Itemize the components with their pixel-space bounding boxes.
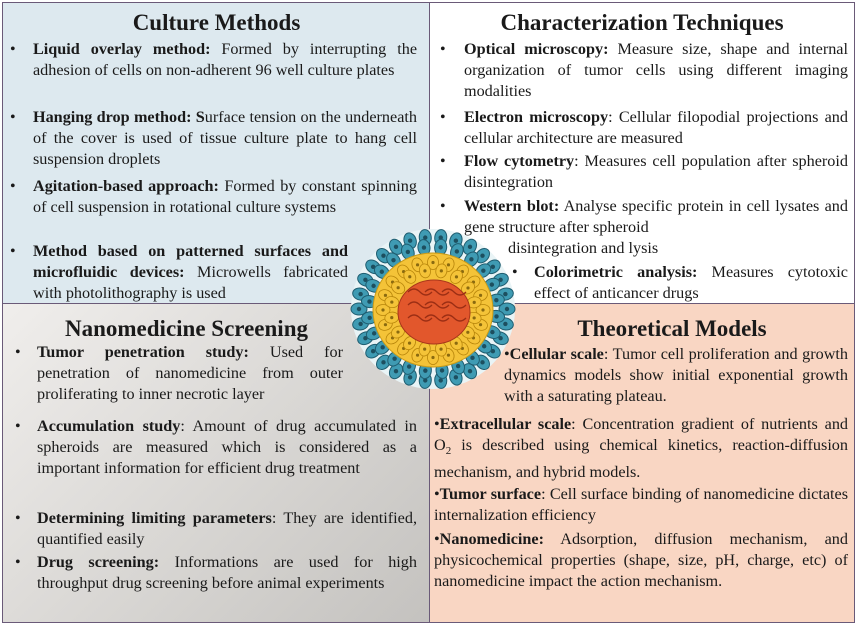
spheroid-cell-nucleus bbox=[447, 263, 450, 266]
spheroid-cell-nucleus bbox=[455, 249, 459, 253]
spheroid-cell-nucleus bbox=[491, 265, 495, 269]
spheroid-cell-nucleus bbox=[454, 239, 458, 243]
spheroid-cell-nucleus bbox=[358, 322, 362, 326]
item-text: Adsorption, diffusion mechanism, and physicochemical properties (shape, size, pH, charge, etc) of nanomedicine impact the action mechanism. bbox=[434, 530, 848, 590]
theory-item-cellular-scale bbox=[504, 344, 848, 407]
spheroid-cell-nucleus bbox=[454, 375, 458, 379]
spheroid-cell-nucleus bbox=[367, 316, 371, 320]
item-text: is described using chemical kinetics, reaction-diffusion mechanism, and hybrid models. bbox=[434, 436, 848, 482]
item-label: Flow cytometry bbox=[464, 152, 575, 170]
item-label: Western blot: bbox=[464, 197, 560, 215]
spheroid-cell-nucleus bbox=[380, 345, 384, 349]
spheroid-cell-nucleus bbox=[391, 258, 395, 262]
spheroid-cell-nucleus bbox=[416, 354, 419, 357]
item-text: Informations are used for high throughput drug screening before animal experiments bbox=[37, 553, 417, 592]
nanomedicine-item-penetration bbox=[37, 342, 343, 405]
spheroid-cell-nucleus bbox=[423, 368, 427, 372]
spheroid-cell-nucleus bbox=[481, 268, 485, 272]
characterization-item-western-blot-cont bbox=[508, 238, 838, 259]
item-text: Measures cytotoxic effect of anticancer drugs bbox=[534, 263, 848, 302]
bullet-icon: • bbox=[434, 415, 440, 433]
nanomedicine-item-drug-screening bbox=[37, 552, 417, 594]
bullet-icon: • bbox=[10, 109, 16, 126]
spheroid-cell-nucleus bbox=[371, 284, 375, 288]
spheroid-cell-nucleus bbox=[481, 308, 484, 311]
item-label: Tumor surface bbox=[439, 485, 542, 503]
spheroid-cell-nucleus bbox=[473, 301, 476, 304]
item-text: : Cell surface binding of nanomedicine dictates internalization efficiency bbox=[434, 485, 849, 524]
spheroid-cell-nucleus bbox=[408, 239, 412, 243]
spheroid-cell-nucleus bbox=[503, 292, 507, 296]
bullet-icon: • bbox=[10, 243, 16, 260]
spheroid-cell-nucleus bbox=[380, 270, 384, 274]
characterization-item-flow-cytometry bbox=[464, 151, 848, 193]
item-label: Liquid overlay method: bbox=[33, 40, 211, 58]
spheroid-cell-nucleus bbox=[408, 375, 412, 379]
spheroid-cell-nucleus bbox=[372, 331, 376, 335]
bullet-icon: • bbox=[15, 554, 21, 571]
nanomedicine-item-limiting-parameters bbox=[37, 508, 417, 550]
characterization-item-western-blot bbox=[464, 196, 848, 238]
characterization-item-colorimetric bbox=[534, 262, 848, 304]
spheroid-cell-nucleus bbox=[416, 263, 419, 266]
bullet-icon: • bbox=[512, 264, 518, 281]
bullet-icon: • bbox=[15, 418, 21, 435]
culture-item-agitation bbox=[33, 176, 417, 218]
item-text: Analyse specific protein in cell lysates and gene structure after spheroid bbox=[464, 197, 848, 236]
theory-item-nanomedicine bbox=[434, 529, 848, 592]
spheroid-cell-nucleus bbox=[456, 364, 460, 368]
item-text: urface tension on the underneath of the cover is used of tissue culture plate to hang cell suspension droplets bbox=[33, 108, 417, 168]
item-label: Drug screening: bbox=[37, 553, 160, 571]
culture-methods-title: Culture Methods bbox=[132, 10, 301, 35]
spheroid-cell-nucleus bbox=[390, 316, 393, 319]
spheroid-cell-nucleus bbox=[381, 308, 384, 311]
spheroid-cell-nucleus bbox=[469, 257, 473, 261]
spheroid-cell-nucleus bbox=[357, 307, 361, 311]
spheroid-cell-nucleus bbox=[455, 342, 458, 345]
spheroid-cell-nucleus bbox=[479, 323, 482, 326]
item-label: Accumulation study bbox=[37, 417, 181, 435]
spheroid-cell-nucleus bbox=[431, 261, 434, 264]
bullet-icon: • bbox=[440, 153, 446, 170]
spheroid-cell-nucleus bbox=[494, 298, 498, 302]
spheroid-cell-nucleus bbox=[367, 299, 371, 303]
spheroid-cell-nucleus bbox=[394, 369, 398, 373]
theory-item-extracellular-scale bbox=[434, 414, 848, 483]
bullet-icon: • bbox=[15, 344, 21, 361]
spheroid-cell-nucleus bbox=[480, 253, 484, 257]
item-label: Hanging drop method: S bbox=[33, 108, 205, 126]
bullet-icon: • bbox=[10, 41, 16, 58]
item-text: : Concentration gradient of nutrients and O bbox=[434, 415, 849, 454]
item-text: Formed by interrupting the adhesion of cells on non-adherent 96 well culture plates bbox=[33, 40, 417, 79]
spheroid-cell-nucleus bbox=[490, 282, 494, 286]
item-label: Colorimetric analysis: bbox=[534, 263, 698, 281]
item-subscript: 2 bbox=[445, 445, 452, 458]
spheroid-cell-nucleus bbox=[438, 245, 442, 249]
nanomedicine-title: Nanomedicine Screening bbox=[65, 316, 308, 341]
tumor-spheroid-icon bbox=[348, 224, 518, 394]
spheroid-cell-nucleus bbox=[358, 292, 362, 296]
spheroid-cell-nucleus bbox=[423, 348, 426, 351]
item-label: Extracellular scale bbox=[439, 415, 572, 433]
nanomedicine-item-accumulation bbox=[37, 416, 417, 479]
spheroid-cell-nucleus bbox=[490, 330, 494, 334]
item-label: Method based on patterned surfaces and microfluidic devices: bbox=[33, 242, 348, 281]
item-text: Formed by constant spinning of cell suspension in rotational culture systems bbox=[33, 177, 417, 216]
spheroid-cell-nucleus bbox=[407, 364, 411, 368]
item-text: : Measures cell population after spheroid disintegration bbox=[464, 152, 848, 191]
item-label: Tumor penetration study: bbox=[37, 343, 249, 361]
spheroid-cell-nucleus bbox=[431, 356, 434, 359]
item-text: : Cellular filopodial projections and cellular architecture are measured bbox=[464, 108, 848, 147]
spheroid-cell-nucleus bbox=[468, 245, 472, 249]
spheroid-cell-nucleus bbox=[371, 349, 375, 353]
spheroid-cell-nucleus bbox=[505, 307, 509, 311]
culture-item-liquid-overlay bbox=[33, 39, 417, 81]
spheroid-cell-nucleus bbox=[390, 300, 393, 303]
spheroid-cell-nucleus bbox=[466, 286, 469, 289]
spheroid-cell-nucleus bbox=[473, 316, 476, 319]
spheroid-cell-nucleus bbox=[494, 314, 498, 318]
item-label: Cellular scale bbox=[509, 345, 604, 363]
spheroid-cell-nucleus bbox=[394, 245, 398, 249]
spheroid-cell-nucleus bbox=[480, 360, 484, 364]
item-text: Microwells fabricated with photolithography is used bbox=[33, 263, 348, 302]
item-text: : Amount of drug accumulated in spheroids are measured which is considered as a important information for efficient drug treatment bbox=[37, 417, 418, 477]
bullet-icon: • bbox=[440, 198, 446, 215]
characterization-item-optical bbox=[464, 39, 848, 102]
bullet-icon: • bbox=[15, 510, 21, 527]
item-text: : Tumor cell proliferation and growth dynamics models show initial exponential growth with a saturating plateau. bbox=[504, 345, 848, 405]
spheroid-cell-nucleus bbox=[422, 245, 426, 249]
spheroid-cell-nucleus bbox=[439, 348, 442, 351]
bullet-icon: • bbox=[434, 485, 440, 503]
spheroid-cell-nucleus bbox=[396, 330, 399, 333]
spheroid-cell-nucleus bbox=[408, 341, 411, 344]
spheroid-cell-nucleus bbox=[384, 294, 387, 297]
culture-item-patterned-surfaces bbox=[33, 241, 348, 304]
characterization-title: Characterization Techniques bbox=[500, 10, 784, 35]
spheroid-cell-nucleus bbox=[440, 368, 444, 372]
item-text: Used for penetration of nanomedicine from outer proliferating to inner necrotic layer bbox=[37, 343, 343, 403]
culture-item-hanging-drop bbox=[33, 107, 417, 170]
item-text: Measure size, shape and internal organization of tumor cells using different imaging modalities bbox=[464, 40, 848, 100]
spheroid-cell-nucleus bbox=[468, 369, 472, 373]
spheroid-cell-nucleus bbox=[423, 269, 426, 272]
bullet-icon: • bbox=[434, 530, 440, 548]
spheroid-cell-nucleus bbox=[440, 269, 443, 272]
theoretical-models-title: Theoretical Models bbox=[577, 316, 767, 341]
item-text: : They are identified, quantified easily bbox=[37, 509, 417, 548]
spheroid-necrotic-core bbox=[398, 280, 470, 344]
theory-item-tumor-surface bbox=[434, 484, 848, 526]
item-label: Nanomedicine: bbox=[439, 530, 544, 548]
spheroid-cell-nucleus bbox=[384, 323, 387, 326]
spheroid-cell-nucleus bbox=[482, 344, 486, 348]
item-label: Agitation-based approach: bbox=[33, 177, 219, 195]
spheroid-cell-nucleus bbox=[408, 275, 411, 278]
spheroid-cell-nucleus bbox=[381, 360, 385, 364]
spheroid-cell-nucleus bbox=[397, 286, 400, 289]
item-label: Optical microscopy: bbox=[464, 40, 609, 58]
bullet-icon: • bbox=[440, 41, 446, 58]
spheroid-cell-nucleus bbox=[447, 354, 450, 357]
item-label: Determining limiting parameters bbox=[37, 509, 272, 527]
spheroid-cell-nucleus bbox=[466, 331, 469, 334]
spheroid-cell-nucleus bbox=[479, 294, 482, 297]
item-text: disintegration and lysis bbox=[508, 239, 659, 257]
spheroid-cell-nucleus bbox=[392, 356, 396, 360]
spheroid-cell-nucleus bbox=[503, 322, 507, 326]
spheroid-cell-nucleus bbox=[381, 253, 385, 257]
bullet-icon: • bbox=[440, 109, 446, 126]
spheroid-cell-nucleus bbox=[406, 250, 410, 254]
spheroid-cell-nucleus bbox=[470, 356, 474, 360]
bullet-icon: • bbox=[504, 345, 510, 363]
spheroid-cell-nucleus bbox=[455, 275, 458, 278]
characterization-item-electron bbox=[464, 107, 848, 149]
item-label: Electron microscopy bbox=[464, 108, 609, 126]
bullet-icon: • bbox=[10, 178, 16, 195]
